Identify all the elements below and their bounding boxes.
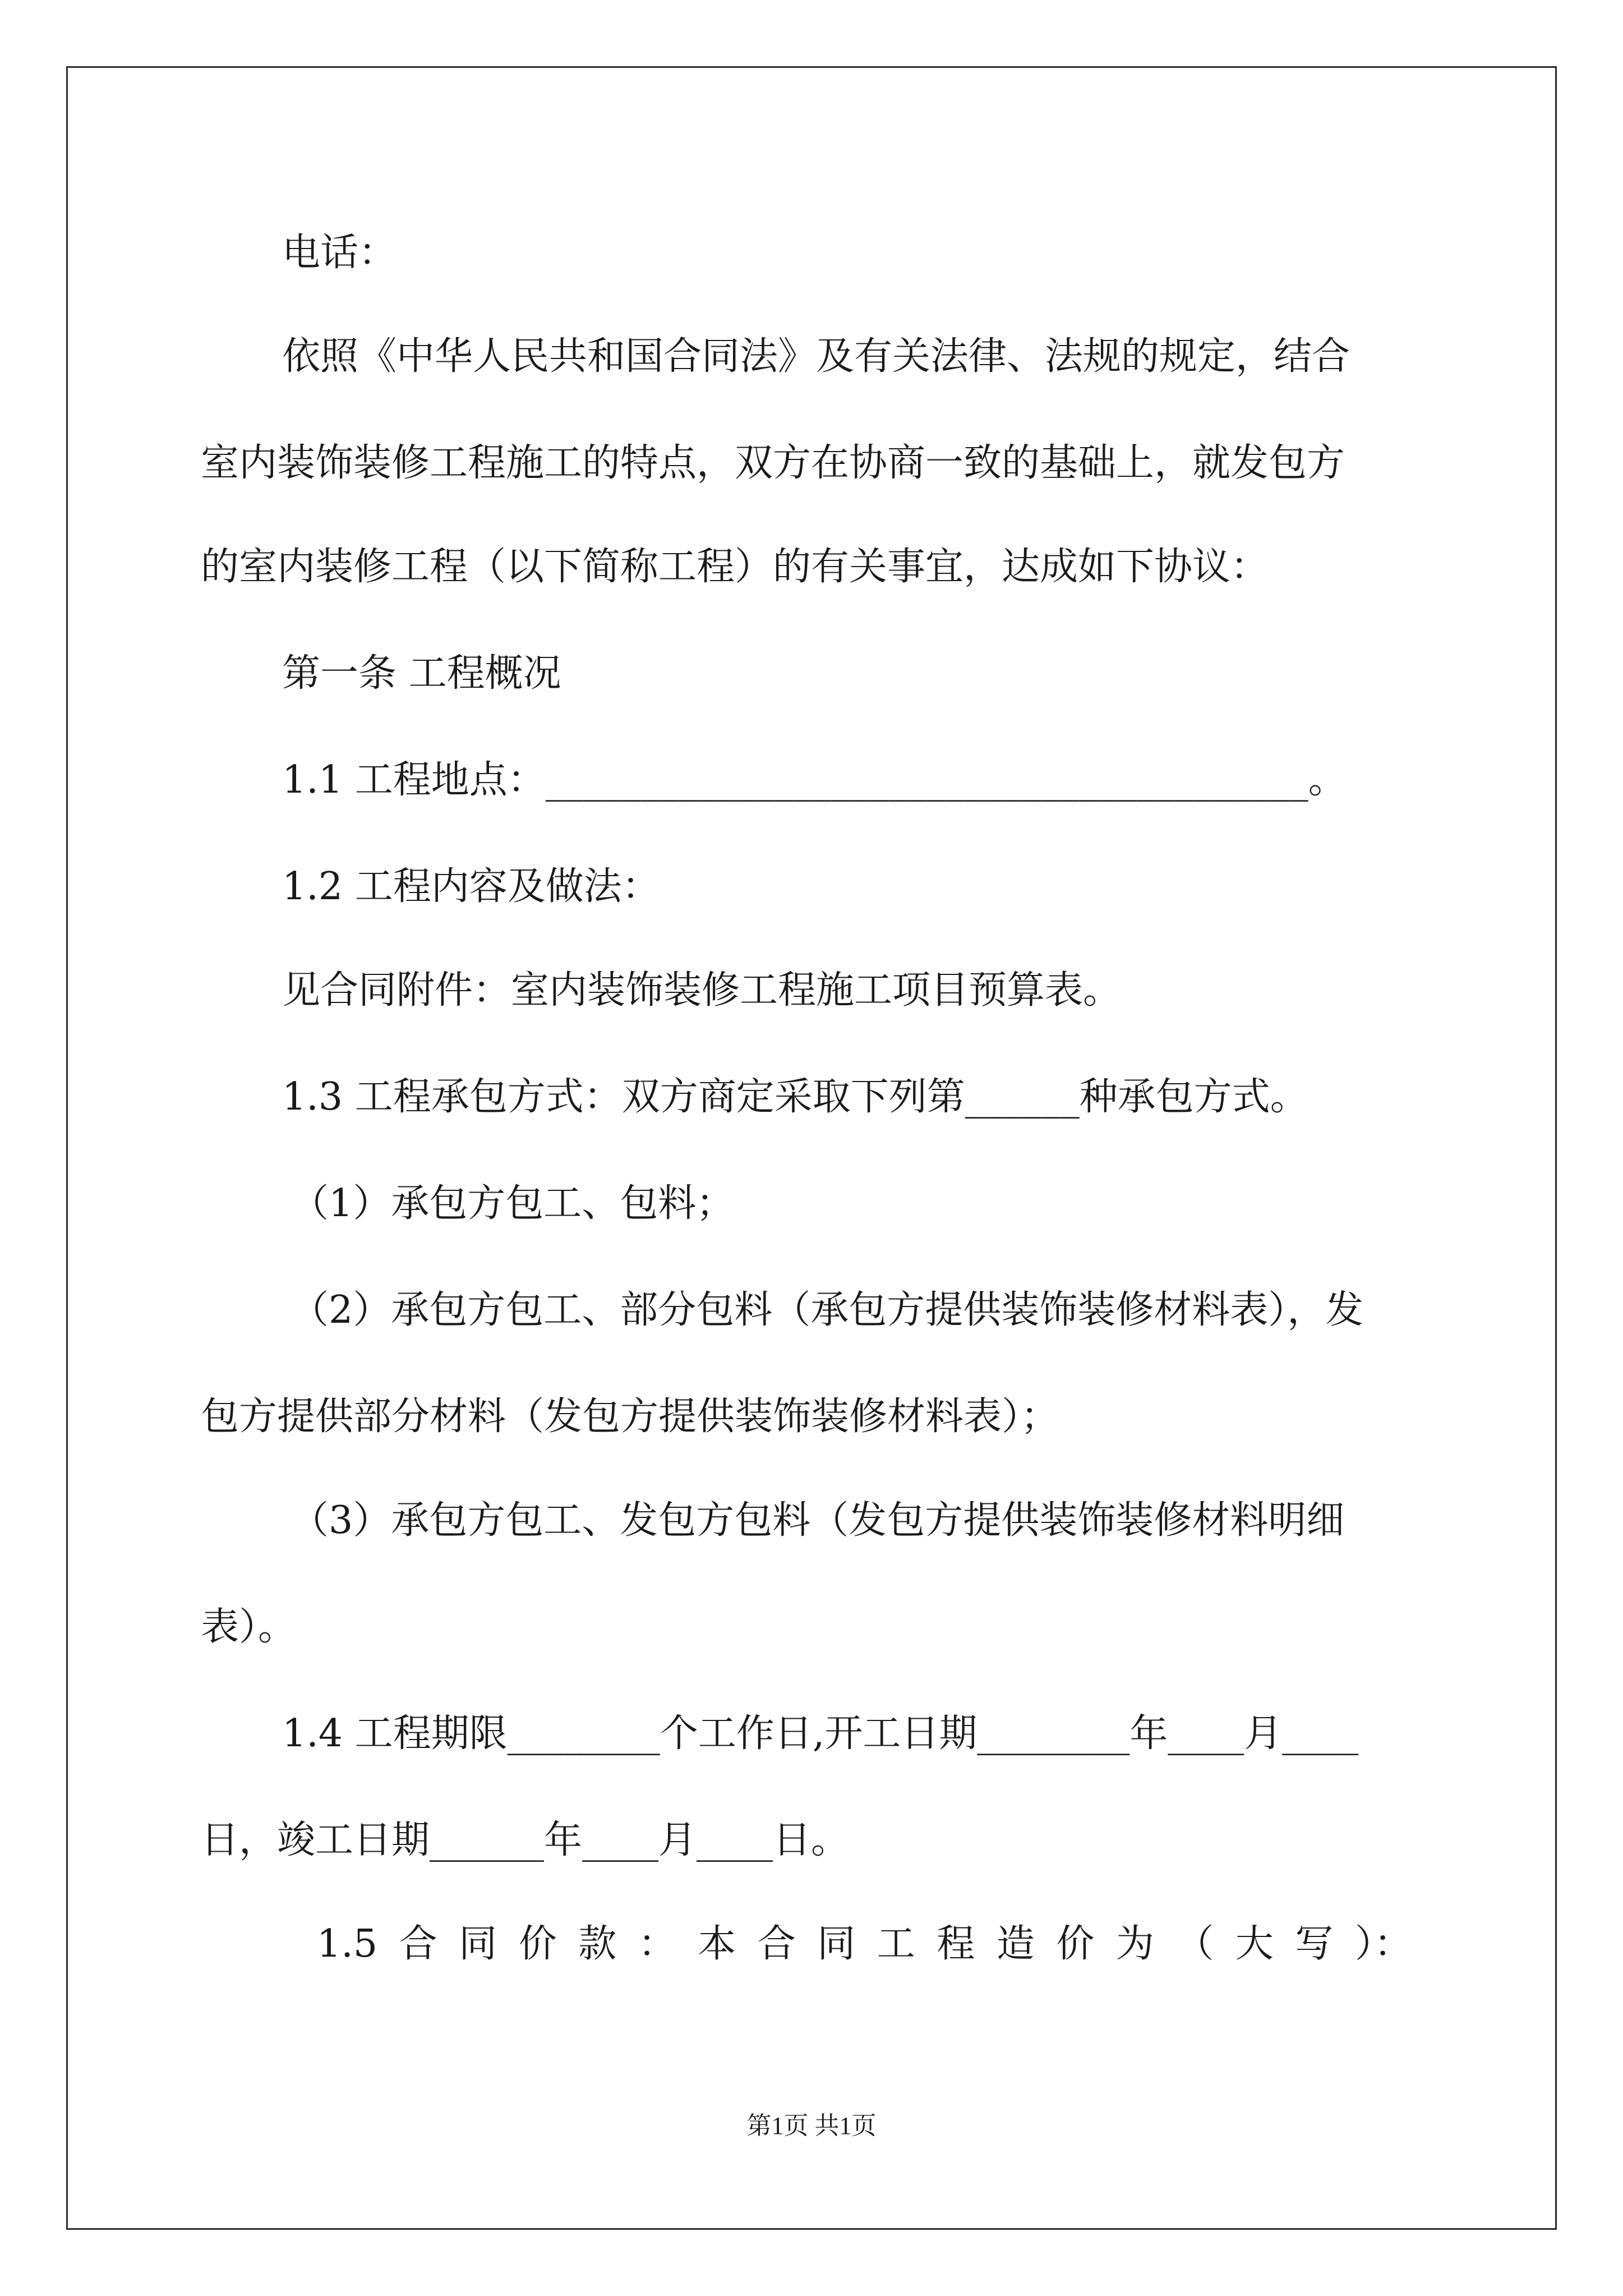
paragraph-line: 的室内装修工程（以下简称工程）的有关事宜，达成如下协议： (201, 545, 1269, 589)
clause-line: 见合同附件：室内装饰装修工程施工项目预算表。 (282, 968, 1122, 1013)
option-line: （1）承包方包工、包料； (291, 1181, 735, 1226)
clause-line: 1.4 工程期限________个工作日,开工日期________年____月____ (282, 1711, 1359, 1756)
option-line: （2）承包方包工、部分包料（承包方提供装饰装修材料表），发 (291, 1288, 1364, 1332)
clause-line: 日，竣工日期______年____月____日。 (201, 1818, 850, 1862)
section-heading: 第一条 工程概况 (282, 651, 561, 696)
clause-line: 1.2 工程内容及做法： (282, 864, 660, 909)
page-footer: 第1页 共1页 (746, 2112, 877, 2139)
clause-line: 1.3 工程承包方式：双方商定采取下列第______种承包方式。 (282, 1075, 1308, 1119)
clause-line: 1.1 工程地点：________________________________________。 (282, 758, 1347, 802)
page-border (66, 66, 1557, 2230)
paragraph-line: 依照《中华人民共和国合同法》及有关法律、法规的规定，结合 (282, 334, 1350, 379)
option-line: 包方提供部分材料（发包方提供装饰装修材料表）； (201, 1395, 1059, 1439)
option-line: 表）。 (201, 1605, 297, 1649)
option-line: （3）承包方包工、发包方包料（发包方提供装饰装修材料明细 (291, 1498, 1345, 1543)
paragraph-line: 室内装饰装修工程施工的特点，双方在协商一致的基础上，就发包方 (201, 441, 1345, 485)
contract-price-line: 1.5 合 同 价 款 ： 本 合 同 工 程 造 价 为 （ 大 写 ）： (317, 1922, 1412, 1966)
phone-label: 电话： (282, 231, 397, 275)
